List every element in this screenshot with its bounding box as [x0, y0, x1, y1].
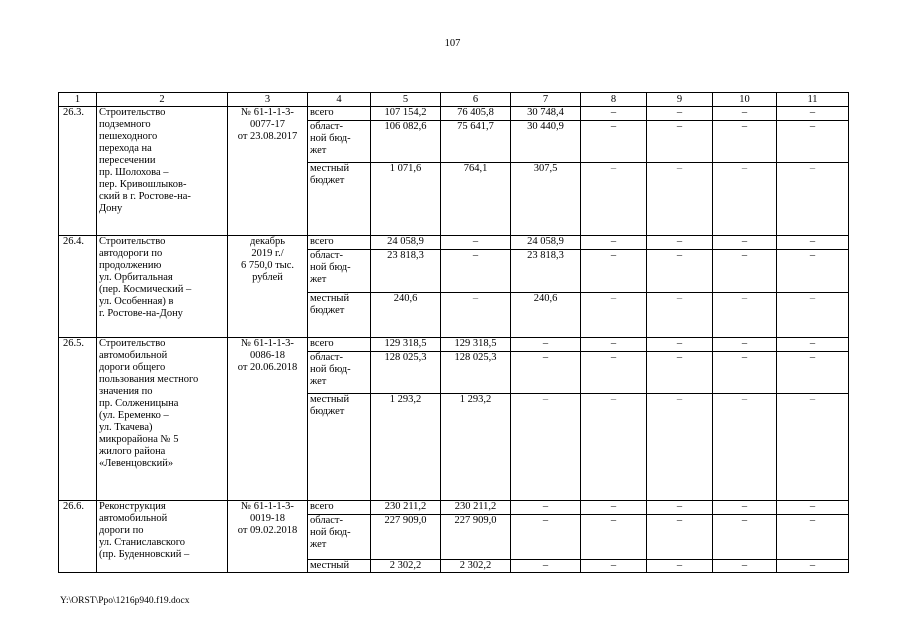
value-col-8: –	[581, 236, 647, 250]
object-name: Строительство подземного пешеходного перехода на пересечении пр. Шолохова – пер. Кривошлыков- ский в г. Ростове-на- Дону	[97, 107, 228, 236]
value-col-6: 227 909,0	[441, 515, 511, 560]
document-ref: № 61-1-1-3- 0077-17 от 23.08.2017	[228, 107, 308, 236]
value-col-11: –	[777, 560, 849, 573]
header-col-8: 8	[581, 93, 647, 107]
value-col-9: –	[647, 394, 713, 501]
object-name: Строительство автомобильной дороги общего пользования местного значения по пр. Солженицына (ул. Еременко – ул. Ткачева) микрорайона № 5 жилого района «Левенцовский»	[97, 338, 228, 501]
source-label: всего	[308, 501, 371, 515]
value-col-9: –	[647, 515, 713, 560]
document-ref: декабрь 2019 г./ 6 750,0 тыс. рублей	[228, 236, 308, 338]
value-col-6: 75 641,7	[441, 121, 511, 163]
value-col-9: –	[647, 501, 713, 515]
object-name: Строительство автодороги по продолжению ул. Орбитальная (пер. Космический – ул. Особенная) в г. Ростове-на-Дону	[97, 236, 228, 338]
value-col-6: 1 293,2	[441, 394, 511, 501]
header-col-3: 3	[228, 93, 308, 107]
value-col-6: 230 211,2	[441, 501, 511, 515]
value-col-9: –	[647, 250, 713, 293]
value-col-8: –	[581, 560, 647, 573]
value-col-7: 240,6	[511, 293, 581, 338]
value-col-9: –	[647, 293, 713, 338]
row-number: 26.3.	[59, 107, 97, 236]
header-row	[59, 93, 849, 107]
row-number: 26.4.	[59, 236, 97, 338]
value-col-8: –	[581, 107, 647, 121]
value-col-10: –	[713, 293, 777, 338]
value-col-11: –	[777, 338, 849, 352]
source-label: област- ной бюд- жет	[308, 250, 371, 293]
table-row	[59, 338, 849, 352]
row-number: 26.6.	[59, 501, 97, 573]
value-col-11: –	[777, 163, 849, 236]
value-col-8: –	[581, 515, 647, 560]
document-ref: № 61-1-1-3- 0019-18 от 09.02.2018	[228, 501, 308, 573]
value-col-5: 106 082,6	[371, 121, 441, 163]
table-row	[59, 107, 849, 121]
value-col-6: –	[441, 236, 511, 250]
value-col-9: –	[647, 121, 713, 163]
value-col-5: 128 025,3	[371, 352, 441, 394]
value-col-10: –	[713, 394, 777, 501]
header-col-2: 2	[97, 93, 228, 107]
source-label: местный бюджет	[308, 293, 371, 338]
value-col-10: –	[713, 515, 777, 560]
value-col-8: –	[581, 501, 647, 515]
header-col-10: 10	[713, 93, 777, 107]
value-col-8: –	[581, 338, 647, 352]
row-number: 26.5.	[59, 338, 97, 501]
source-label: местный бюджет	[308, 163, 371, 236]
value-col-11: –	[777, 515, 849, 560]
value-col-5: 1 071,6	[371, 163, 441, 236]
value-col-5: 1 293,2	[371, 394, 441, 501]
header-col-7: 7	[511, 93, 581, 107]
header-col-4: 4	[308, 93, 371, 107]
value-col-5: 227 909,0	[371, 515, 441, 560]
source-label: местный	[308, 560, 371, 573]
value-col-7: –	[511, 394, 581, 501]
file-path-footer: Y:\ORST\Ppo\1216p940.f19.docx	[60, 596, 190, 606]
value-col-11: –	[777, 121, 849, 163]
header-col-6: 6	[441, 93, 511, 107]
value-col-8: –	[581, 293, 647, 338]
value-col-7: 23 818,3	[511, 250, 581, 293]
header-col-11: 11	[777, 93, 849, 107]
value-col-6: 128 025,3	[441, 352, 511, 394]
source-label: местный бюджет	[308, 394, 371, 501]
value-col-7: 30 440,9	[511, 121, 581, 163]
value-col-9: –	[647, 236, 713, 250]
value-col-8: –	[581, 121, 647, 163]
value-col-5: 129 318,5	[371, 338, 441, 352]
value-col-5: 23 818,3	[371, 250, 441, 293]
value-col-7: –	[511, 515, 581, 560]
value-col-9: –	[647, 338, 713, 352]
value-col-7: 24 058,9	[511, 236, 581, 250]
value-col-5: 24 058,9	[371, 236, 441, 250]
value-col-9: –	[647, 107, 713, 121]
value-col-5: 2 302,2	[371, 560, 441, 573]
value-col-9: –	[647, 352, 713, 394]
value-col-7: –	[511, 352, 581, 394]
value-col-10: –	[713, 107, 777, 121]
value-col-9: –	[647, 163, 713, 236]
value-col-11: –	[777, 236, 849, 250]
value-col-10: –	[713, 250, 777, 293]
value-col-11: –	[777, 394, 849, 501]
value-col-7: –	[511, 338, 581, 352]
header-col-5: 5	[371, 93, 441, 107]
source-label: област- ной бюд- жет	[308, 515, 371, 560]
value-col-8: –	[581, 250, 647, 293]
header-col-9: 9	[647, 93, 713, 107]
value-col-7: –	[511, 501, 581, 515]
object-name: Реконструкция автомобильной дороги по ул. Станиславского (пр. Буденновский –	[97, 501, 228, 573]
value-col-10: –	[713, 352, 777, 394]
value-col-5: 230 211,2	[371, 501, 441, 515]
value-col-5: 107 154,2	[371, 107, 441, 121]
value-col-11: –	[777, 352, 849, 394]
value-col-6: –	[441, 293, 511, 338]
document-ref: № 61-1-1-3- 0086-18 от 20.06.2018	[228, 338, 308, 501]
value-col-6: 129 318,5	[441, 338, 511, 352]
value-col-7: 307,5	[511, 163, 581, 236]
value-col-8: –	[581, 394, 647, 501]
value-col-7: 30 748,4	[511, 107, 581, 121]
value-col-11: –	[777, 250, 849, 293]
value-col-6: –	[441, 250, 511, 293]
page-number: 107	[444, 38, 461, 49]
value-col-10: –	[713, 338, 777, 352]
header-col-1: 1	[59, 93, 97, 107]
value-col-6: 76 405,8	[441, 107, 511, 121]
source-label: всего	[308, 236, 371, 250]
value-col-7: –	[511, 560, 581, 573]
value-col-11: –	[777, 107, 849, 121]
budget-table	[58, 92, 849, 573]
table-row	[59, 236, 849, 250]
value-col-10: –	[713, 121, 777, 163]
value-col-8: –	[581, 352, 647, 394]
value-col-5: 240,6	[371, 293, 441, 338]
source-label: всего	[308, 338, 371, 352]
value-col-6: 2 302,2	[441, 560, 511, 573]
value-col-11: –	[777, 501, 849, 515]
table-row	[59, 501, 849, 515]
source-label: всего	[308, 107, 371, 121]
source-label: област- ной бюд- жет	[308, 352, 371, 394]
value-col-10: –	[713, 501, 777, 515]
value-col-11: –	[777, 293, 849, 338]
source-label: област- ной бюд- жет	[308, 121, 371, 163]
value-col-10: –	[713, 163, 777, 236]
value-col-9: –	[647, 560, 713, 573]
value-col-10: –	[713, 236, 777, 250]
value-col-6: 764,1	[441, 163, 511, 236]
value-col-10: –	[713, 560, 777, 573]
value-col-8: –	[581, 163, 647, 236]
